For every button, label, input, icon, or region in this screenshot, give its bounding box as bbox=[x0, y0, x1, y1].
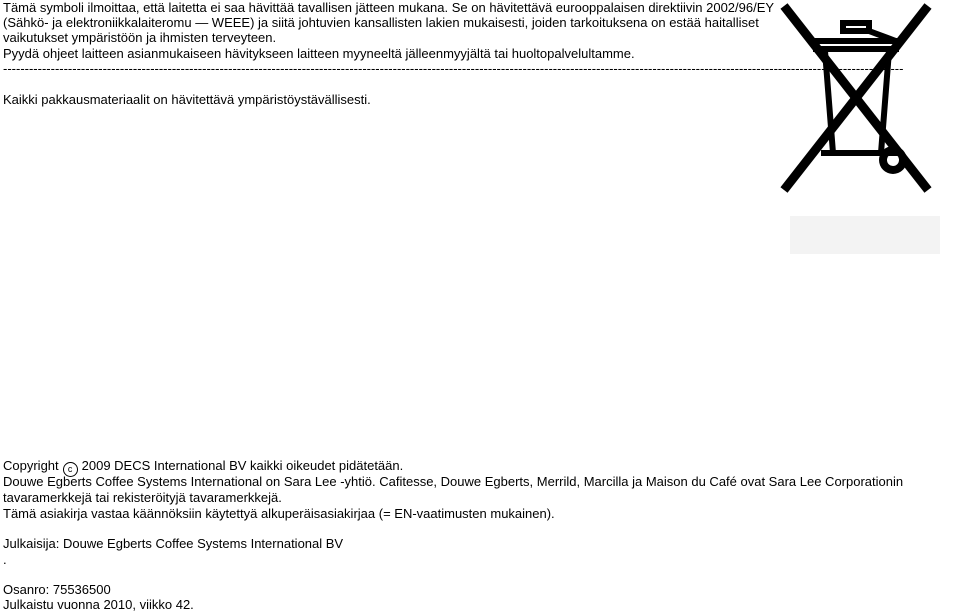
weee-text-line-1: Tämä symboli ilmoittaa, että laitetta ei saa hävittää tavallisen jätteen mukana. Se on hävitettävä eurooppalaisen direktiivin 2002/96/EY bbox=[3, 0, 775, 15]
separator-line: ---------------------------------------------------------------------------------------------------------------------------------------------------------------------------------------------------------------- bbox=[3, 61, 904, 76]
part-number: Osanro: 75536500 bbox=[3, 582, 111, 597]
publication-date: Julkaistu vuonna 2010, viikko 42. bbox=[3, 597, 194, 612]
trademark-line-1: Douwe Egberts Coffee Systems International on Sara Lee -yhtiö. Cafitesse, Douwe Egberts, Merrild, Marcilla ja Maison du Café ovat Sara Lee Corporationin bbox=[3, 474, 904, 489]
copyright-symbol-icon: c bbox=[63, 462, 78, 477]
copyright-text: 2009 DECS International BV kaikki oikeudet pidätetään. bbox=[81, 458, 404, 473]
weee-text-line-2: (Sähkö- ja elektroniikkalaiteromu — WEEE) ja siitä johtuvien kansallisten lakien mukaisesti, joiden tarkoituksena on estää haitalliset bbox=[3, 15, 759, 30]
blank-panel bbox=[790, 216, 940, 254]
crossed-out-wheelie-bin-icon bbox=[781, 3, 931, 193]
copyright-prefix: Copyright bbox=[3, 458, 59, 473]
dot-separator: . bbox=[3, 552, 7, 567]
weee-text-line-3: vaikutukset ympäristöön ja ihmisten terveyteen. bbox=[3, 30, 277, 45]
weee-instructions: Pyydä ohjeet laitteen asianmukaiseen hävitykseen laitteen myyneeltä jälleenmyyjältä tai huoltopalvelultamme. bbox=[3, 46, 635, 61]
publisher: Julkaisija: Douwe Egberts Coffee Systems International BV bbox=[3, 536, 344, 551]
packaging-note: Kaikki pakkausmateriaalit on hävitettävä ympäristöystävällisesti. bbox=[3, 92, 371, 107]
trademark-line-2: tavaramerkkejä tai rekisteröityjä tavaramerkkejä. bbox=[3, 490, 282, 505]
translation-note: Tämä asiakirja vastaa käännöksiin käytettyä alkuperäisasiakirjaa (= EN-vaatimusten mukainen). bbox=[3, 506, 555, 521]
